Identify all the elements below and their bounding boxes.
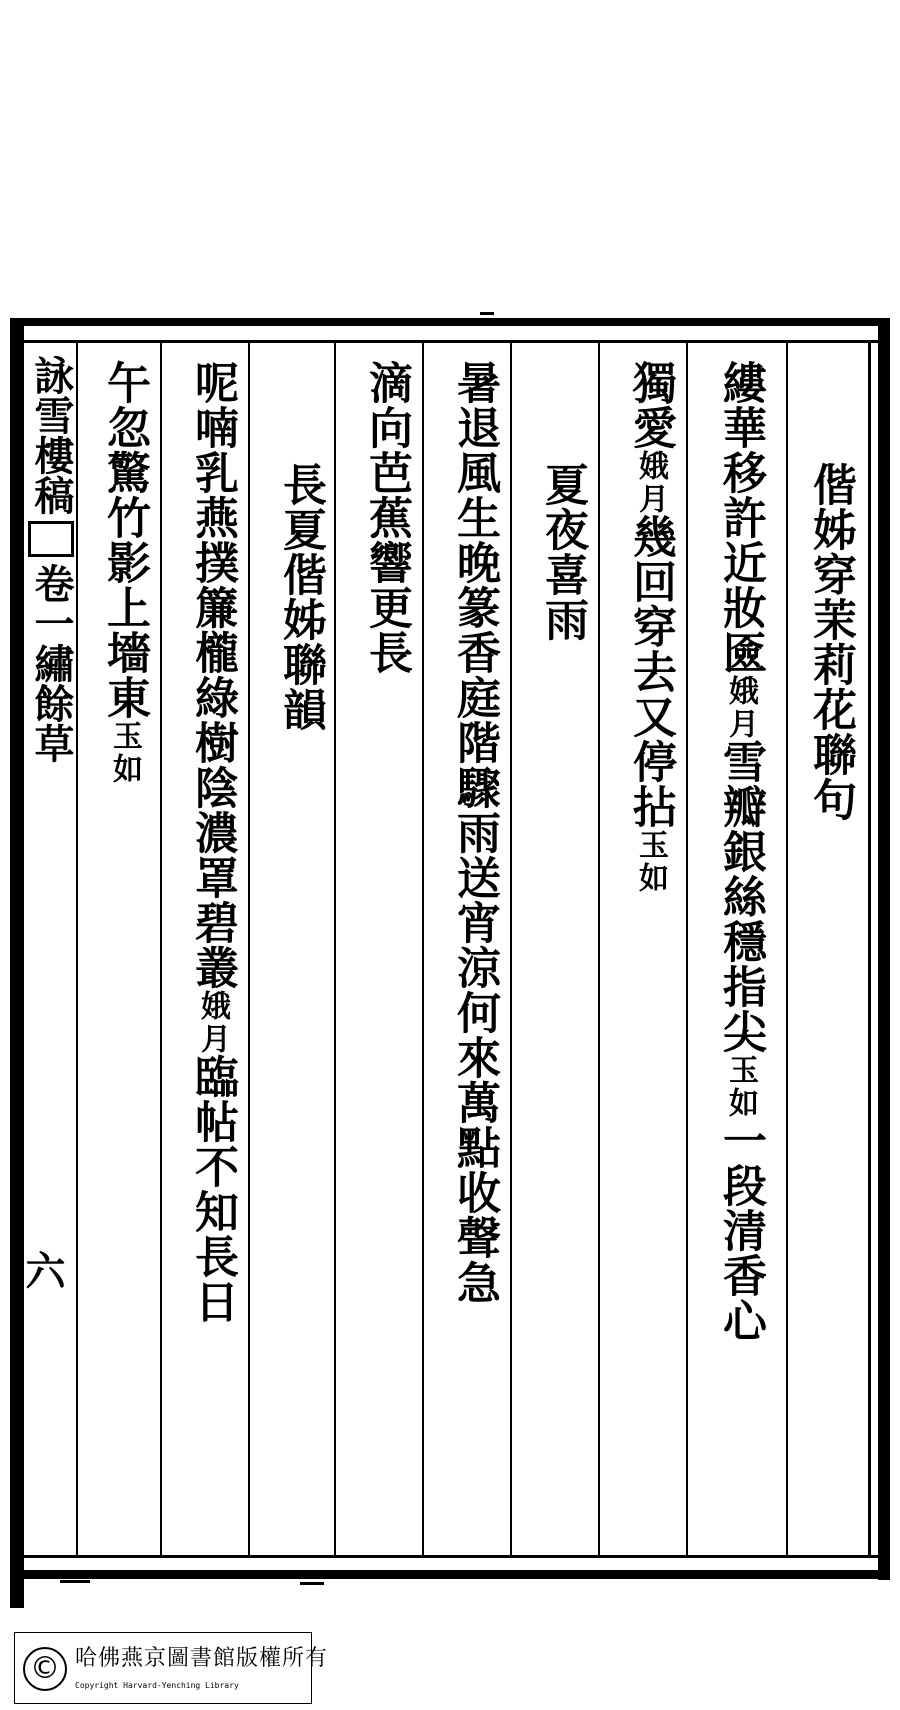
poem-line — [616, 360, 676, 893]
column-divider — [160, 343, 162, 1555]
poem-text: 呢喃乳燕撲簾櫳綠樹陰濃罩碧叢 — [187, 360, 238, 990]
poem-title: 夏夜喜雨 — [537, 462, 588, 642]
author-note-char: 玉 — [107, 720, 142, 751]
poem-line: 滴向芭蕉響更長 — [361, 360, 412, 675]
author-note-char: 玉 — [633, 829, 668, 860]
poem-text: 縷華移許近妝匳 — [715, 360, 766, 675]
frame-right-border — [878, 318, 890, 1580]
frame-top-border — [12, 318, 890, 326]
column-divider — [686, 343, 688, 1555]
poem-text: 一段清香心 — [715, 1118, 766, 1343]
poem-text: 臨帖不知長日 — [187, 1054, 238, 1324]
author-note-char: 月 — [633, 483, 668, 514]
poem-title: 長夏偕姊聯韻 — [275, 462, 326, 732]
author-note-char: 如 — [723, 1087, 758, 1118]
author-note — [634, 829, 666, 893]
column-divider — [76, 343, 78, 1555]
ink-speckle — [60, 1580, 90, 1583]
poem-text: 午忽驚竹影上墻東 — [99, 360, 150, 720]
poem-text: 獨愛 — [625, 360, 676, 450]
section-label: 繡餘草 — [28, 643, 75, 763]
author-note-char: 月 — [723, 708, 758, 739]
column-divider — [786, 343, 788, 1555]
volume-label: 卷一 — [28, 563, 75, 643]
author-note — [724, 675, 756, 739]
author-note — [196, 990, 228, 1054]
fishtail-mark — [28, 521, 74, 557]
author-note-char: 月 — [195, 1023, 230, 1054]
poem-line — [90, 360, 150, 784]
poem-line: 暑退風生晚篆香庭階驟雨送宵涼何來萬點收聲急 — [449, 360, 500, 1305]
frame-top-inner-rule — [12, 340, 880, 343]
author-note-char: 娥 — [723, 675, 758, 706]
frame-bottom-inner-rule — [12, 1555, 880, 1558]
ink-speckle — [300, 1582, 324, 1585]
author-note — [634, 450, 666, 514]
column-divider — [510, 343, 512, 1555]
copyright-text-en: Copyright Harvard-Yenching Library — [75, 1681, 239, 1690]
copyright-icon: © — [23, 1647, 67, 1691]
poem-line — [706, 360, 766, 1343]
author-note-char: 如 — [107, 753, 142, 784]
column-divider — [248, 343, 250, 1555]
author-note — [724, 1054, 756, 1118]
copyright-text-zh: 哈佛燕京圖書館版權所有 — [75, 1646, 329, 1671]
column-divider — [422, 343, 424, 1555]
page-number: 六 — [19, 1250, 66, 1290]
poem-title: 偕姊穿茉莉花聯句 — [805, 462, 856, 822]
poem-line — [178, 360, 238, 1324]
page-margin — [14, 355, 74, 763]
book-title: 詠雪樓稿 — [28, 355, 75, 515]
poem-text: 幾回穿去又停拈 — [625, 514, 676, 829]
frame-bottom-border — [12, 1570, 890, 1579]
author-note — [108, 720, 140, 784]
frame-right-inner-rule — [868, 340, 871, 1558]
author-note-char: 娥 — [633, 450, 668, 481]
poem-text: 雪瓣銀絲穩指尖 — [715, 739, 766, 1054]
author-note-char: 如 — [633, 862, 668, 893]
column-divider — [334, 343, 336, 1555]
author-note-char: 玉 — [723, 1054, 758, 1085]
author-note-char: 娥 — [195, 990, 230, 1021]
ink-speckle — [480, 312, 494, 315]
copyright-stamp — [14, 1632, 329, 1704]
column-divider — [598, 343, 600, 1555]
